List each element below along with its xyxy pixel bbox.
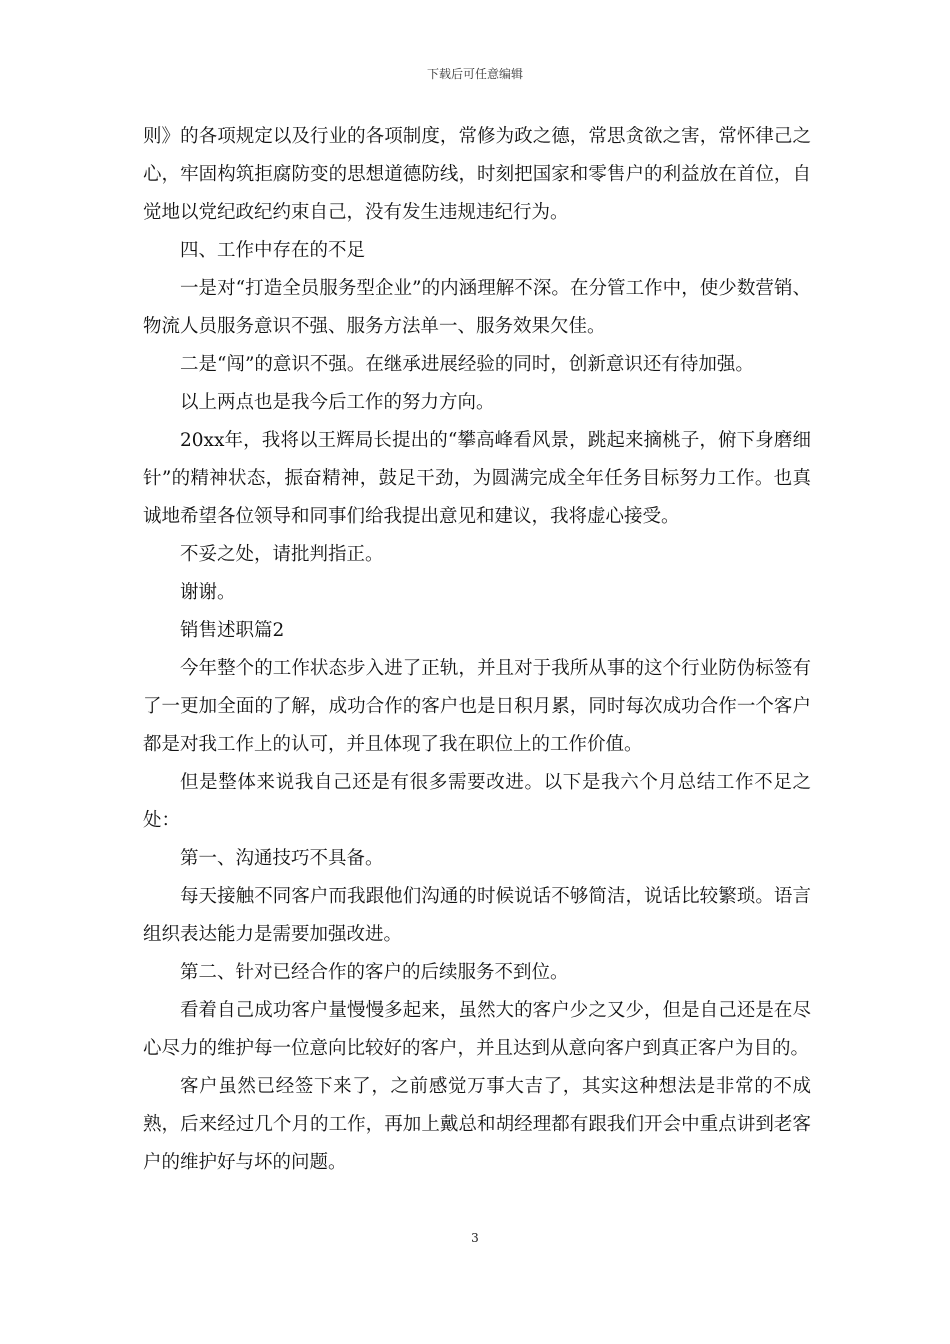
paragraph: 以上两点也是我今后工作的努力方向。	[180, 392, 495, 413]
section-heading: 四、工作中存在的不足	[180, 240, 366, 261]
paragraph: 看着自己成功客户量慢慢多起来，虽然大的客户少之又少，但是自己还是在尽心尽力的维护每一位意向比较好的客户，并且达到从意向客户到真正客户为目的。	[143, 1000, 811, 1059]
paragraph: 20xx年，我将以王辉局长提出的“攀高峰看风景，跳起来摘桃子，俯下身磨细针”的精神状态，振奋精神，鼓足干劲，为圆满完成全年任务目标努力工作。也真诚地希望各位领导和同事们给我提出意见和建议，我将虚心接受。	[143, 430, 811, 527]
document-body	[143, 118, 811, 1182]
paragraph: 每天接触不同客户而我跟他们沟通的时候说话不够简洁，说话比较繁琐。语言组织表达能力是需要加强改进。	[143, 886, 811, 945]
paragraph: 谢谢。	[180, 582, 236, 603]
paragraph: 二是“闯”的意识不强。在继承进展经验的同时，创新意识还有待加强。	[180, 354, 754, 375]
page-number: 3	[471, 1231, 479, 1245]
paragraph: 第二、针对已经合作的客户的后续服务不到位。	[180, 962, 569, 983]
paragraph: 今年整个的工作状态步入进了正轨，并且对于我所从事的这个行业防伪标签有了一更加全面的了解，成功合作的客户也是日积月累，同时每次成功合作一个客户都是对我工作上的认可，并且体现了我在职位上的工作价值。	[143, 658, 811, 755]
page-header: 下载后可任意编辑	[426, 67, 523, 81]
paragraph: 但是整体来说我自己还是有很多需要改进。以下是我六个月总结工作不足之处：	[143, 772, 811, 831]
paragraph: 一是对“打造全员服务型企业”的内涵理解不深。在分管工作中，使少数营销、物流人员服务意识不强、服务方法单一、服务效果欠佳。	[143, 278, 811, 337]
paragraph: 第一、沟通技巧不具备。	[180, 848, 384, 869]
paragraph: 则》的各项规定以及行业的各项制度，常修为政之德，常思贪欲之害，常怀律己之心，牢固构筑拒腐防变的思想道德防线，时刻把国家和零售户的利益放在首位，自觉地以党纪政纪约束自己，没有发生违规违纪行为。	[143, 126, 811, 223]
section-heading: 销售述职篇2	[180, 620, 285, 641]
paragraph: 不妥之处，请批判指正。	[180, 544, 384, 565]
paragraph: 客户虽然已经签下来了，之前感觉万事大吉了，其实这种想法是非常的不成熟，后来经过几个月的工作，再加上戴总和胡经理都有跟我们开会中重点讲到老客户的维护好与坏的问题。	[143, 1076, 811, 1173]
